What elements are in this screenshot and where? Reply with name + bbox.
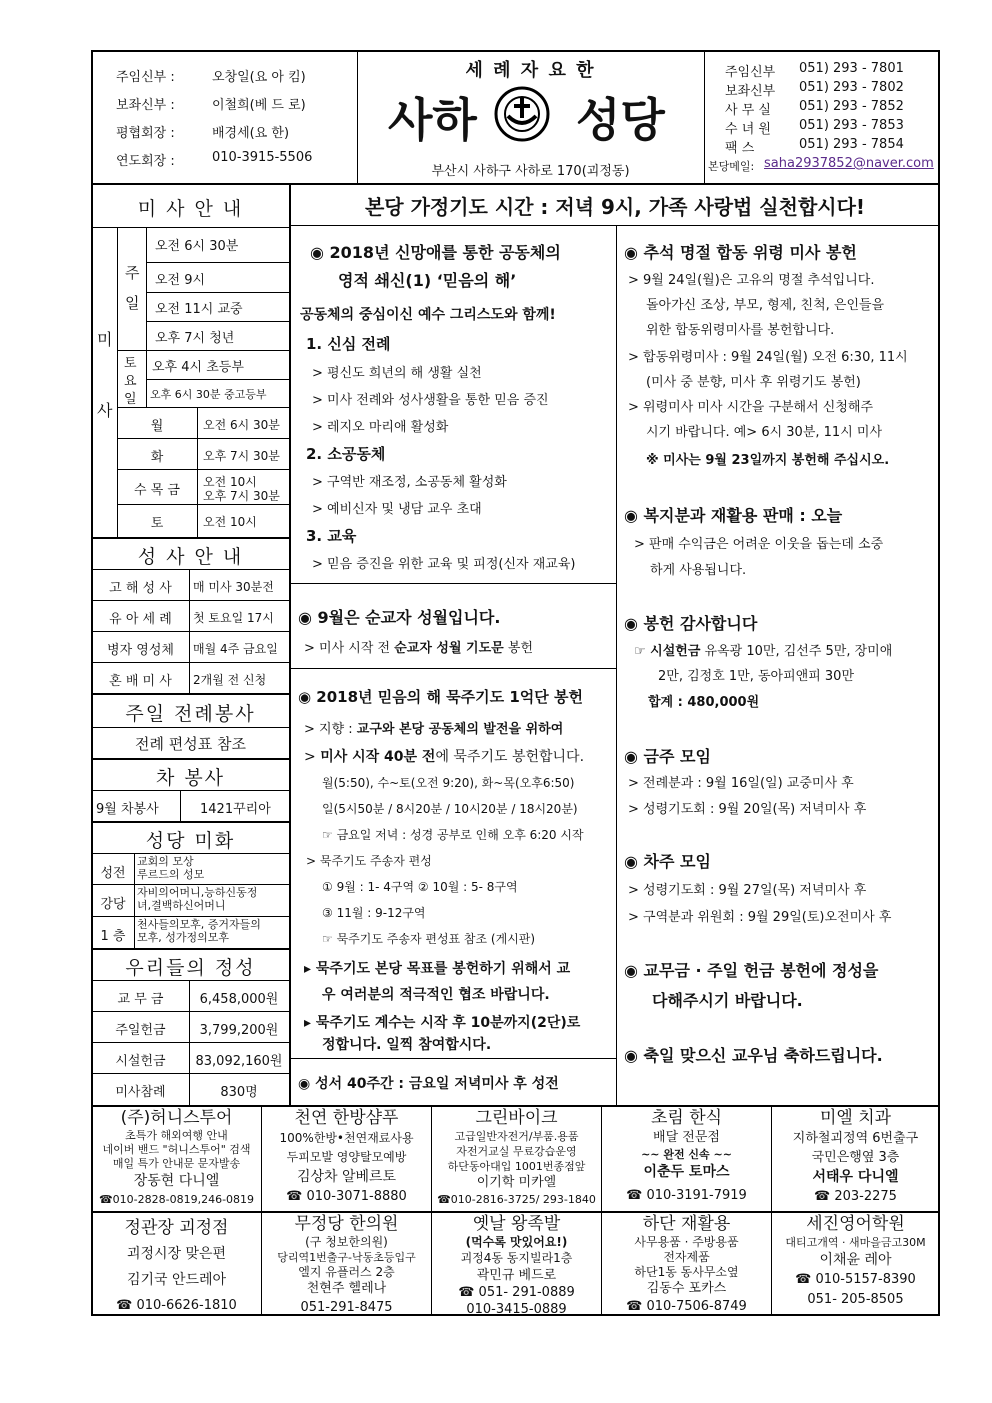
beauty-value: 자비의어머니,능하신동정 bbox=[137, 886, 258, 899]
ad-name: 장동현 다니엘 bbox=[133, 1173, 220, 1189]
list-item: 돌아가신 조상, 부모, 형제, 친척, 은인들을 bbox=[646, 298, 885, 313]
section-title: 영적 쇄신(1) ‘믿음의 해’ bbox=[338, 271, 517, 290]
note: ※ 미사는 9월 23일까지 봉헌해 주십시오. bbox=[646, 453, 890, 468]
ad-title: 그린바이크 bbox=[475, 1108, 558, 1128]
list-item: > 믿음 증진을 위한 교육 및 피정(신자 재교육) bbox=[312, 557, 576, 572]
section-title: ◉ 봉헌 감사합니다 bbox=[624, 614, 758, 633]
subsection-heading: 2. 소공동체 bbox=[306, 445, 386, 463]
ad-phone: ☎ 010-6626-1810 bbox=[116, 1298, 237, 1313]
ad-line: 배달 전문점 bbox=[653, 1130, 720, 1145]
contact-number: 051) 293 - 7802 bbox=[799, 80, 904, 95]
weekday-time: 오후 7시 30분 bbox=[203, 489, 280, 503]
contact-number: 051) 293 - 7852 bbox=[799, 99, 904, 114]
ad-card bbox=[772, 1214, 939, 1310]
weekday-label: 화 bbox=[150, 450, 164, 465]
ad-card bbox=[432, 1214, 601, 1318]
list-item: 우 여러분의 적극적인 협조 바랍니다. bbox=[322, 987, 550, 1003]
saturday-label-char: 토 bbox=[124, 356, 137, 371]
sunday-mass-time: 오전 11시 교중 bbox=[155, 302, 243, 317]
section-title: ◉ 9월은 순교자 성월입니다. bbox=[298, 608, 501, 627]
ad-line: 괴정시장 맞은편 bbox=[126, 1246, 227, 1262]
list-item: > 묵주기도 주송자 편성 bbox=[306, 854, 432, 868]
clergy-name: 이철희(베 드 로) bbox=[212, 98, 306, 113]
beauty-title: 성당 미화 bbox=[145, 830, 236, 852]
section-title: ◉ 축일 맞으신 교우님 축하드립니다. bbox=[624, 1046, 883, 1065]
offering-value: 6,458,000원 bbox=[199, 992, 279, 1007]
church-name-right: 성당 bbox=[576, 93, 665, 147]
clergy-role: 주임신부 : bbox=[116, 70, 175, 85]
sacrament-value: 2개월 전 신청 bbox=[193, 673, 267, 687]
saturday-mass-time: 오후 4시 초등부 bbox=[152, 360, 244, 375]
weekday-time: 오후 7시 30분 bbox=[203, 449, 280, 463]
offering-name: 교 무 금 bbox=[117, 992, 164, 1007]
weekday-label: 수 목 금 bbox=[134, 483, 180, 498]
ad-name: 김동수 포카스 bbox=[646, 1281, 727, 1296]
list-item: > 9월 24일(월)은 고유의 명절 추석입니다. bbox=[628, 273, 875, 288]
clergy-name: 오창일(요 아 킴) bbox=[212, 70, 306, 85]
beauty-name: 성전 bbox=[100, 866, 126, 881]
ad-title: 미엘 치과 bbox=[819, 1108, 892, 1128]
list-item: > 성령기도회 : 9월 27일(목) 저녁미사 후 bbox=[628, 883, 867, 898]
saturday-label-char: 일 bbox=[124, 392, 137, 407]
sacrament-value: 매월 4주 금요일 bbox=[193, 642, 278, 656]
mass-vert-char: 미 bbox=[97, 330, 113, 349]
ad-phone: ☎ 010-3071-8880 bbox=[286, 1189, 407, 1204]
offering-total: 합계 : 480,000원 bbox=[648, 695, 760, 710]
offering-name: 시설헌금 bbox=[115, 1054, 166, 1069]
ad-name: 김상차 알베르토 bbox=[296, 1169, 397, 1185]
list-item: ☞ 금요일 저녁 : 성경 공부로 인해 오후 6:20 시작 bbox=[322, 828, 584, 842]
ad-card bbox=[432, 1108, 601, 1209]
list-item: > 지향 : 교구와 본당 공동체의 발전을 위하여 bbox=[304, 722, 564, 737]
beauty-value: 루르드의 성모 bbox=[137, 868, 205, 881]
beauty-value: 천사들의모후, 증거자들의 bbox=[137, 918, 261, 931]
church-address: 부산시 사하구 사하로 170(괴정동) bbox=[431, 164, 630, 179]
email-label: 본당메일: bbox=[708, 160, 755, 173]
weekday-label: 월 bbox=[150, 419, 164, 434]
contact-label: 주임신부 bbox=[725, 65, 776, 80]
clergy-role: 연도회장 : bbox=[116, 154, 175, 169]
list-item: 일(5시50분 / 8시20분 / 10시20분 / 18시20분) bbox=[322, 802, 578, 816]
sacrament-value: 첫 토요일 17시 bbox=[193, 611, 274, 625]
ad-title: 초림 한식 bbox=[650, 1108, 723, 1128]
section-title: 다해주시기 바랍니다. bbox=[652, 991, 803, 1010]
list-item: > 성령기도회 : 9월 20일(목) 저녁미사 후 bbox=[628, 802, 867, 817]
ad-line: 사무용품 · 주방용품 bbox=[634, 1235, 739, 1249]
sacrament-title: 성 사 안 내 bbox=[137, 546, 244, 568]
ad-line: 네이버 밴드 "허니스투어" 검색 bbox=[102, 1143, 251, 1156]
ad-card bbox=[92, 1108, 261, 1209]
sacrament-name: 병자 영성체 bbox=[107, 643, 174, 658]
ad-line: ~~ 완전 신속 ~~ bbox=[641, 1148, 732, 1161]
list-item: 월(5:50), 수~토(오전 9:20), 화~목(오후6:50) bbox=[322, 776, 575, 790]
list-item: > 미사 시작 전 순교자 성월 기도문 봉헌 bbox=[304, 641, 533, 656]
ad-line: 국민은행옆 3층 bbox=[811, 1150, 900, 1165]
ad-phone: 051- 205-8505 bbox=[807, 1292, 904, 1307]
subsection-heading: 3. 교육 bbox=[306, 527, 357, 545]
ad-line: 100%한방•천연재료사용 bbox=[279, 1131, 414, 1145]
ad-line: (구 청보한의원) bbox=[305, 1235, 388, 1249]
ad-line: 두피모발 영양탈모예방 bbox=[286, 1150, 407, 1164]
ad-phone: ☎ 010-3191-7919 bbox=[626, 1188, 747, 1203]
offering-name: 주일헌금 bbox=[115, 1023, 166, 1038]
car-value: 1421꾸리아 bbox=[200, 802, 271, 817]
beauty-name: 강당 bbox=[100, 897, 126, 912]
sacrament-name: 유 아 세 례 bbox=[109, 612, 172, 627]
subsection-heading: 1. 신심 전례 bbox=[306, 335, 391, 353]
list-item: > 합동위령미사 : 9월 24일(월) 오전 6:30, 11시 bbox=[628, 350, 908, 365]
contact-label: 수 녀 원 bbox=[725, 122, 771, 137]
sunday-mass-time: 오전 6시 30분 bbox=[155, 239, 239, 254]
weekday-time: 오전 6시 30분 bbox=[203, 418, 280, 432]
banner: 본당 가정기도 시간 : 저녁 9시, 가족 사랑법 실천합시다! bbox=[364, 195, 866, 219]
ad-phone: 051-291-8475 bbox=[300, 1300, 393, 1315]
list-item: ▸ 묵주기도 계수는 시작 후 10분까지(2단)로 bbox=[304, 1015, 581, 1031]
saturday-mass-time: 오후 6시 30분 중고등부 bbox=[150, 388, 267, 401]
weekday-time: 오전 10시 bbox=[203, 475, 257, 489]
list-item: > 구역반 재조정, 소공동체 활성화 bbox=[312, 475, 507, 490]
offering-value: 3,799,200원 bbox=[199, 1023, 279, 1038]
ad-phone: ☎ 010-5157-8390 bbox=[795, 1272, 916, 1287]
sacrament-value: 매 미사 30분전 bbox=[193, 580, 274, 594]
ad-name: 곽민규 베드로 bbox=[476, 1268, 557, 1283]
contact-label: 사 무 실 bbox=[725, 103, 771, 118]
section-title: ◉ 2018년 신망애를 통한 공동체의 bbox=[310, 243, 561, 262]
list-item: > 판매 수익금은 어려운 이웃을 돕는데 소중 bbox=[634, 537, 884, 552]
list-item: > 평신도 희년의 해 생활 실천 bbox=[312, 366, 482, 381]
list-item: 위한 합동위령미사를 봉헌합니다. bbox=[646, 323, 835, 338]
list-item: ① 9월 : 1- 4구역 ② 10월 : 5- 8구역 bbox=[322, 880, 518, 894]
list-item: > 레지오 마리애 활성화 bbox=[312, 420, 449, 435]
contact-number: 051) 293 - 7853 bbox=[799, 118, 904, 133]
offering-value: 83,092,160원 bbox=[195, 1054, 283, 1069]
ad-line: 하단1동 동사무소옆 bbox=[634, 1265, 739, 1279]
ad-title: (주)허니스투어 bbox=[120, 1108, 233, 1128]
ad-name: 천현주 헬레나 bbox=[306, 1281, 387, 1296]
ad-line: (먹수록 맛있어요!) bbox=[465, 1235, 568, 1249]
ad-name: 이기학 미카엘 bbox=[476, 1175, 557, 1190]
section-title: ◉ 차주 모임 bbox=[624, 852, 711, 871]
list-item: 시기 바랍니다. 예> 6시 30분, 11시 미사 bbox=[646, 425, 883, 440]
list-item: > 미사 전례와 성사생활을 통한 믿음 증진 bbox=[312, 393, 549, 408]
church-name-left: 사하 bbox=[388, 93, 477, 147]
ad-name: 이채윤 레아 bbox=[819, 1252, 892, 1268]
beauty-value: 녀,결백하신어머니 bbox=[137, 899, 226, 912]
list-item: > 예비신자 및 냉담 교우 초대 bbox=[312, 502, 482, 517]
list-item: ☞ 시설헌금 유옥광 10만, 김선주 5만, 장미애 bbox=[634, 644, 893, 659]
clergy-name: 010-3915-5506 bbox=[212, 150, 313, 165]
ad-line: 대티고개역 · 새마을금고30M bbox=[785, 1236, 926, 1249]
ad-line: 하단동아대입 1001번종점앞 bbox=[447, 1160, 586, 1173]
list-item: > 전례분과 : 9월 16일(일) 교중미사 후 bbox=[628, 776, 854, 791]
mass-title: 미 사 안 내 bbox=[137, 198, 244, 220]
ad-title: 천연 한방샴푸 bbox=[294, 1108, 399, 1128]
sunday-label-char: 일 bbox=[125, 294, 140, 312]
church-seal-icon bbox=[494, 86, 550, 142]
list-item: > 위령미사 미사 시간을 구분해서 신청해주 bbox=[628, 400, 874, 415]
liturgy-value: 전례 편성표 참조 bbox=[135, 735, 246, 753]
section-title: ◉ 추석 명절 합동 위령 미사 봉헌 bbox=[624, 243, 857, 262]
weekday-time: 오전 10시 bbox=[203, 515, 257, 529]
list-item: 정합니다. 일찍 참여합시다. bbox=[322, 1037, 492, 1053]
ad-line: 초특가 해외여행 안내 bbox=[125, 1129, 228, 1142]
ad-name: 김기국 안드레아 bbox=[126, 1272, 227, 1288]
ad-line: 자전거교실 무료강습운영 bbox=[456, 1145, 577, 1158]
section-title: ◉ 성서 40주간 : 금요일 저녁미사 후 성전 bbox=[298, 1076, 559, 1092]
clergy-name: 배경세(요 한) bbox=[212, 126, 290, 141]
ad-line: 엘지 유플러스 2층 bbox=[298, 1265, 395, 1279]
offering-value: 830명 bbox=[220, 1085, 258, 1100]
ad-line: 지하철괴정역 6번출구 bbox=[792, 1131, 919, 1146]
list-item: > 구역분과 위원회 : 9월 29일(토)오전미사 후 bbox=[628, 910, 892, 925]
sacrament-name: 고 해 성 사 bbox=[109, 581, 172, 596]
list-item: > 미사 시작 40분 전에 묵주기도 봉헌합니다. bbox=[304, 749, 585, 765]
section-title: ◉ 복지분과 재활용 판매 : 오늘 bbox=[624, 506, 843, 525]
contact-label: 보좌신부 bbox=[725, 84, 776, 99]
ad-name: 서태우 다니엘 bbox=[812, 1169, 899, 1185]
ad-card bbox=[92, 1214, 261, 1318]
beauty-value: 교회의 모상 bbox=[137, 855, 194, 868]
beauty-name: 1 층 bbox=[100, 929, 126, 944]
list-item: 2만, 김정호 1만, 동아피앤피 30만 bbox=[658, 669, 855, 684]
ad-line: 매일 특가 안내문 문자발송 bbox=[112, 1157, 241, 1170]
ad-line: 당리역1번출구-낙동초등입구 bbox=[277, 1251, 416, 1264]
ad-card bbox=[772, 1108, 939, 1207]
offering-name: 미사참례 bbox=[115, 1085, 166, 1100]
list-item: 하게 사용됩니다. bbox=[650, 563, 747, 578]
ad-line: 괴정4동 동지빌라1층 bbox=[460, 1251, 573, 1265]
patron-title: 세 례 자 요 한 bbox=[465, 60, 596, 81]
ad-phone: ☎ 010-7506-8749 bbox=[626, 1299, 747, 1314]
list-item: ▸ 묵주기도 본당 목표를 봉헌하기 위해서 교 bbox=[304, 961, 571, 977]
ad-phone: ☎ 051- 291-0889 bbox=[458, 1285, 575, 1300]
car-title: 차 봉사 bbox=[155, 767, 226, 789]
ad-card bbox=[602, 1214, 771, 1317]
ad-line: 전자제품 bbox=[663, 1250, 710, 1264]
clergy-role: 평협회장 : bbox=[116, 126, 175, 141]
section-subtitle: 공동체의 중심이신 예수 그리스도와 함께! bbox=[300, 307, 556, 323]
contact-number: 051) 293 - 7854 bbox=[799, 137, 904, 152]
ad-card bbox=[602, 1108, 771, 1206]
ad-phone: 010-3415-0889 bbox=[466, 1302, 567, 1317]
ad-card bbox=[262, 1108, 431, 1207]
ad-phone: ☎010-2816-3725/ 293-1840 bbox=[437, 1193, 596, 1206]
saturday-label-char: 요 bbox=[124, 374, 137, 389]
weekday-label: 토 bbox=[150, 516, 164, 531]
list-item: ☞ 묵주기도 주송자 편성표 참조 (게시판) bbox=[322, 932, 536, 946]
ad-title: 하단 재활용 bbox=[642, 1214, 731, 1234]
ad-name: 이춘두 토마스 bbox=[643, 1164, 730, 1180]
ad-card bbox=[262, 1214, 431, 1318]
liturgy-title: 주일 전례봉사 bbox=[125, 703, 256, 725]
section-title: ◉ 교무금 · 주일 헌금 봉헌에 정성을 bbox=[624, 961, 879, 980]
sunday-mass-time: 오후 7시 청년 bbox=[155, 331, 235, 346]
sacrament-name: 혼 배 미 사 bbox=[109, 674, 172, 689]
ad-title: 무정당 한의원 bbox=[294, 1214, 399, 1234]
section-title: ◉ 2018년 믿음의 해 묵주기도 1억단 봉헌 bbox=[298, 688, 583, 706]
email-link[interactable]: saha2937852@naver.com bbox=[764, 156, 934, 171]
contact-label: 팩 스 bbox=[725, 141, 755, 156]
offering-title: 우리들의 정성 bbox=[125, 957, 256, 979]
sunday-mass-time: 오전 9시 bbox=[155, 273, 206, 288]
contact-number: 051) 293 - 7801 bbox=[799, 61, 904, 76]
ad-title: 정관장 괴정점 bbox=[124, 1218, 229, 1238]
mass-vert-char: 사 bbox=[97, 401, 113, 420]
ad-line: 고급일반자전거/부품.용품 bbox=[454, 1130, 579, 1143]
list-item: (미사 중 분향, 미사 후 위령기도 봉헌) bbox=[646, 375, 861, 390]
car-name: 9월 차봉사 bbox=[96, 802, 159, 817]
ad-phone: ☎010-2828-0819,246-0819 bbox=[98, 1193, 255, 1206]
beauty-value: 모후, 성가정의모후 bbox=[137, 931, 230, 944]
section-title: ◉ 금주 모임 bbox=[624, 747, 711, 766]
list-item: ③ 11월 : 9-12구역 bbox=[322, 906, 426, 920]
sunday-label-char: 주 bbox=[125, 264, 140, 282]
ad-phone: ☎ 203-2275 bbox=[814, 1189, 897, 1204]
clergy-role: 보좌신부 : bbox=[116, 98, 175, 113]
ad-title: 세진영어학원 bbox=[806, 1214, 905, 1234]
ad-title: 옛날 왕족발 bbox=[472, 1214, 561, 1234]
